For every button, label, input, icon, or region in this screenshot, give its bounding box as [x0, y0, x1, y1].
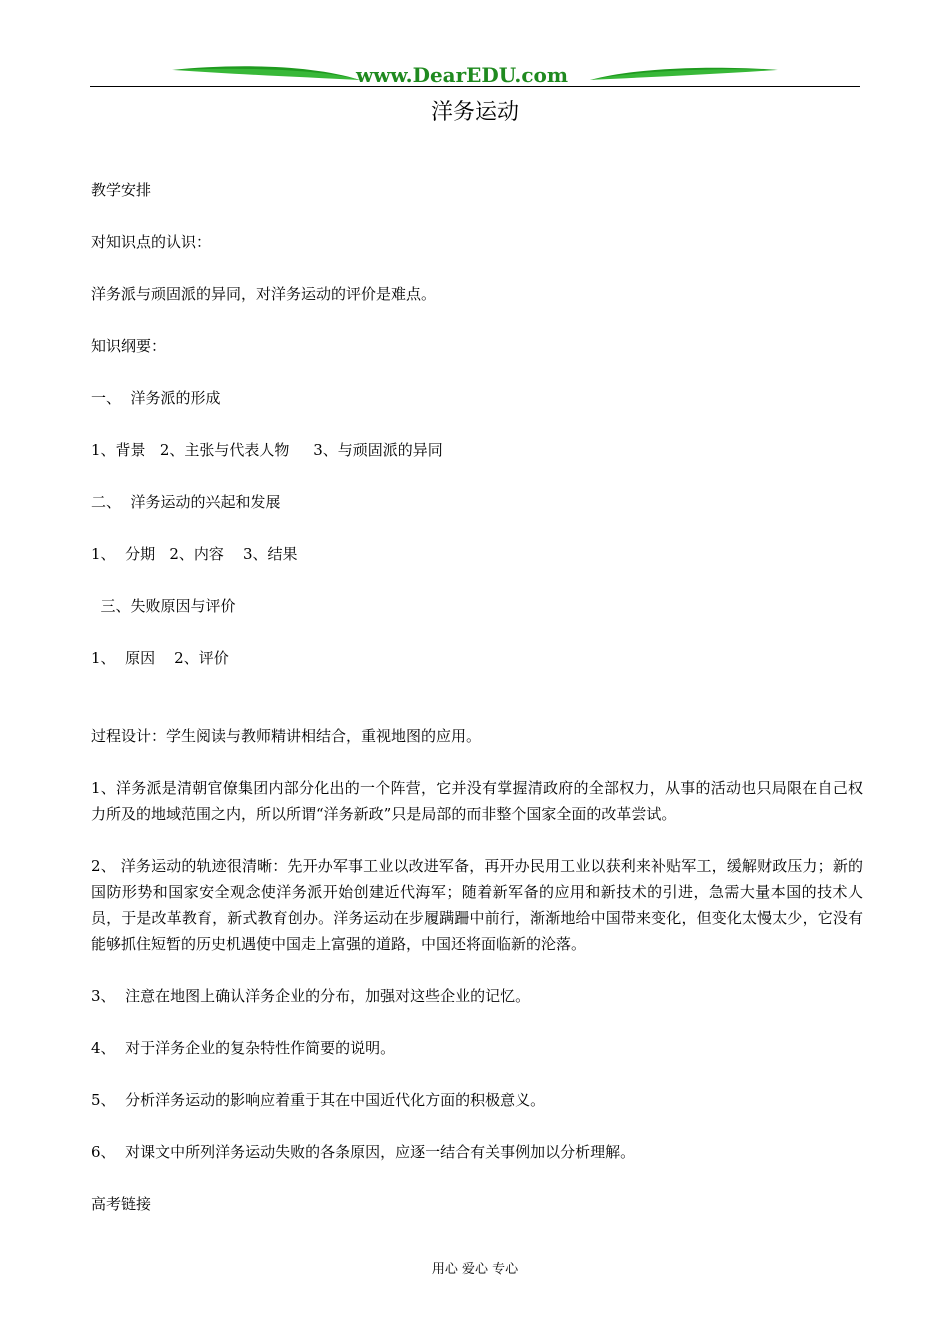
section-heading-teaching-plan: 教学安排	[91, 181, 152, 199]
paragraph-2: 2、 洋务运动的轨迹很清晰：先开办军事工业以改进军备，再开办民用工业以获利来补贴军工，缓解财政压力；新的国防形势和国家安全观念使洋务派开始创建近代海军；随着新军备的应用和新技术的引进，急需大量本国的技术人员，于是改革教育，新式教育创办。洋务运动在步履蹒跚中前行，渐渐地给中国带来变化，但变化太慢太少，它没有能够抓住短暂的历史机遇使中国走上富强的道路，中国还将面临新的沦落。	[91, 857, 863, 953]
document-title: 洋务运动	[430, 100, 519, 125]
outline-item-2: 二、 洋务运动的兴起和发展	[91, 493, 281, 511]
page-header	[90, 58, 860, 90]
outline-subitems-3: 1、 原因 2、评价	[91, 649, 229, 667]
outline-subitems-1: 1、背景 2、主张与代表人物 3、与顽固派的异同	[91, 441, 443, 459]
outline-item-3: 三、失败原因与评价	[91, 597, 236, 615]
paragraph-1: 1、洋务派是清朝官僚集团内部分化出的一个阵营，它并没有掌握清政府的全部权力，从事的活动也只局限在自己权力所及的地域范围之内，所以所谓“洋务新政”只是局部的而非整个国家全面的改革尝试。	[91, 779, 863, 823]
list-item-4: 4、 对于洋务企业的复杂特性作简要的说明。	[91, 1039, 396, 1057]
header-divider	[90, 86, 860, 87]
site-logo-text[interactable]: www.DearEDU.com	[356, 63, 569, 87]
outline-item-1: 一、 洋务派的形成	[91, 389, 221, 407]
difficulty-text: 洋务派与顽固派的异同，对洋务运动的评价是难点。	[91, 285, 437, 303]
gaokao-link-heading: 高考链接	[91, 1195, 152, 1213]
page-footer: 用心 爱心 专心	[431, 1262, 519, 1277]
list-item-5: 5、 分析洋务运动的影响应着重于其在中国近代化方面的积极意义。	[91, 1091, 546, 1109]
process-design-text: 过程设计：学生阅读与教师精讲相结合，重视地图的应用。	[91, 727, 482, 745]
outline-heading: 知识纲要：	[91, 337, 167, 355]
list-item-3: 3、 注意在地图上确认洋务企业的分布，加强对这些企业的记忆。	[91, 987, 531, 1005]
outline-subitems-2: 1、 分期 2、内容 3、结果	[91, 545, 298, 563]
knowledge-heading: 对知识点的认识：	[91, 233, 212, 251]
list-item-6: 6、 对课文中所列洋务运动失败的各条原因，应逐一结合有关事例加以分析理解。	[91, 1143, 636, 1161]
